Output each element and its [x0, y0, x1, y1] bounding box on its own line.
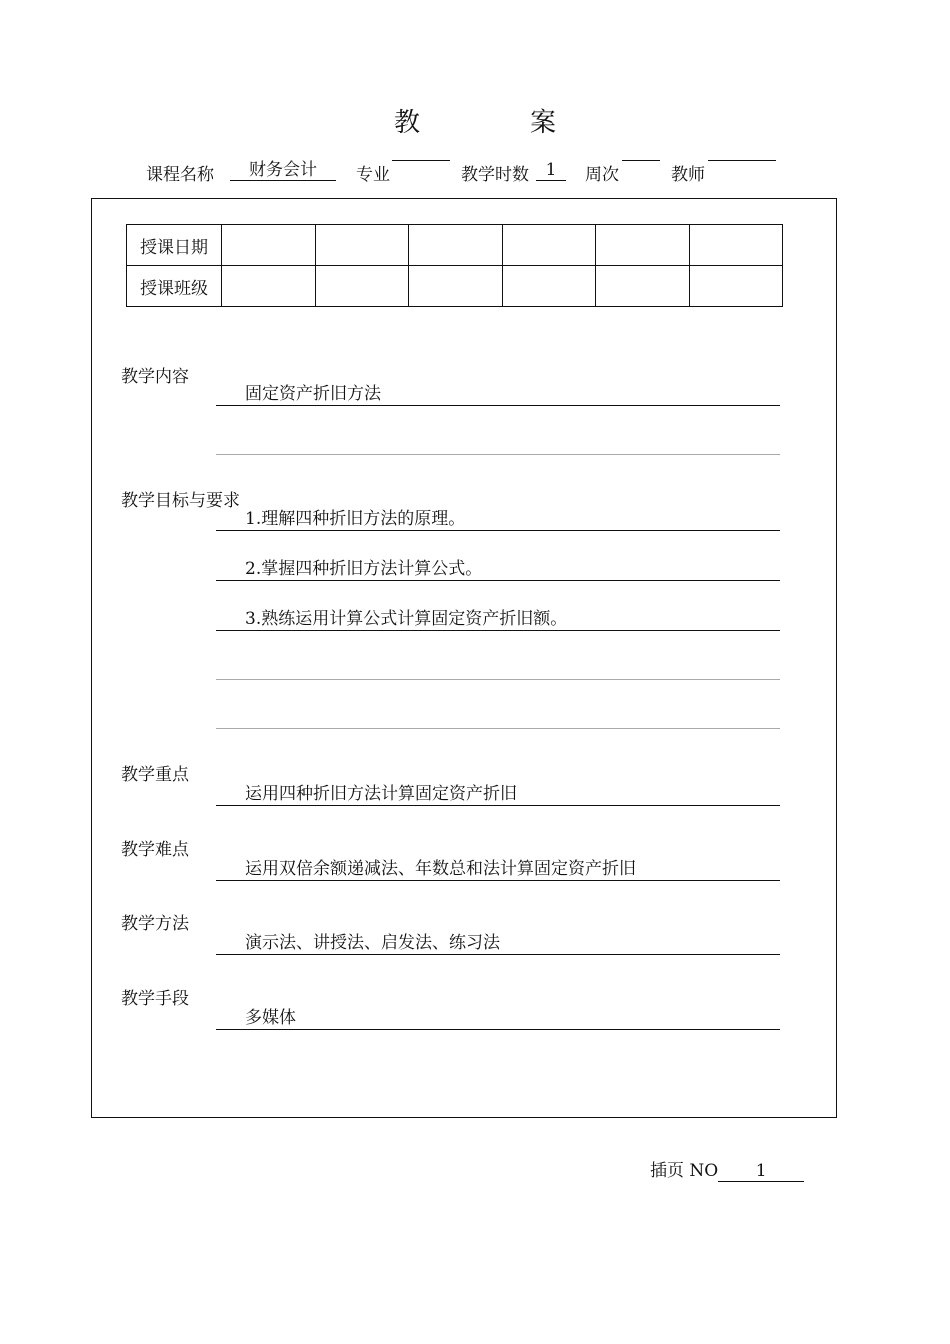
week-label: 周次	[585, 165, 619, 185]
schedule-date-cell[interactable]	[689, 225, 783, 266]
objective-line[interactable]	[216, 557, 780, 581]
schedule-class-cell[interactable]	[689, 266, 783, 307]
method-text: 演示法、讲授法、启发法、练习法	[245, 933, 500, 953]
schedule-date-cell[interactable]	[315, 225, 409, 266]
schedule-date-cell[interactable]	[409, 225, 503, 266]
difficulty-line[interactable]	[216, 857, 780, 881]
means-text: 多媒体	[245, 1008, 296, 1028]
difficulty-text: 运用双倍余额递减法、年数总和法计算固定资产折旧	[245, 859, 636, 879]
objective-line-blank[interactable]	[216, 656, 780, 680]
schedule-class-cell[interactable]	[222, 266, 316, 307]
schedule-table	[126, 224, 783, 307]
means-line[interactable]	[216, 1006, 780, 1030]
key-points-line[interactable]	[216, 782, 780, 806]
course-name-label: 课程名称	[146, 165, 214, 185]
schedule-date-cell[interactable]	[222, 225, 316, 266]
hours-label: 教学时数	[461, 165, 529, 185]
course-name-value[interactable]: 财务会计	[230, 160, 336, 181]
schedule-row-class	[127, 266, 783, 307]
schedule-row-date	[127, 225, 783, 266]
objective-text: 1.理解四种折旧方法的原理。	[245, 509, 466, 529]
schedule-date-cell[interactable]	[502, 225, 596, 266]
schedule-class-cell[interactable]	[502, 266, 596, 307]
objective-text: 2.掌握四种折旧方法计算公式。	[245, 559, 483, 579]
schedule-class-cell[interactable]	[315, 266, 409, 307]
objective-line[interactable]	[216, 507, 780, 531]
objective-line[interactable]	[216, 607, 780, 631]
means-label: 教学手段	[121, 989, 189, 1009]
method-label: 教学方法	[121, 914, 189, 934]
hours-value[interactable]: 1	[536, 160, 566, 181]
page-number-value: 1	[718, 1161, 804, 1182]
key-points-text: 运用四种折旧方法计算固定资产折旧	[245, 784, 517, 804]
key-points-label: 教学重点	[121, 765, 189, 785]
content-label: 教学内容	[121, 367, 189, 387]
content-text: 固定资产折旧方法	[245, 384, 381, 404]
schedule-class-cell[interactable]	[596, 266, 690, 307]
schedule-date-label: 授课日期	[127, 225, 222, 266]
page-title: 教 案	[393, 108, 598, 138]
page-number	[650, 1156, 804, 1182]
course-header	[146, 160, 806, 186]
objectives-label: 教学目标与要求	[121, 491, 240, 511]
teacher-value[interactable]	[708, 160, 776, 161]
schedule-date-cell[interactable]	[596, 225, 690, 266]
major-value[interactable]	[392, 160, 450, 161]
method-line[interactable]	[216, 931, 780, 955]
schedule-class-cell[interactable]	[409, 266, 503, 307]
schedule-class-label: 授课班级	[127, 266, 222, 307]
objective-text: 3.熟练运用计算公式计算固定资产折旧额。	[245, 609, 568, 629]
week-value[interactable]	[622, 160, 660, 161]
content-line[interactable]	[216, 382, 780, 406]
page-number-label: 插页 NO	[650, 1161, 719, 1181]
difficulty-label: 教学难点	[121, 840, 189, 860]
content-line-blank[interactable]	[216, 431, 780, 455]
teacher-label: 教师	[671, 165, 705, 185]
objective-line-blank[interactable]	[216, 705, 780, 729]
major-label: 专业	[356, 165, 390, 185]
